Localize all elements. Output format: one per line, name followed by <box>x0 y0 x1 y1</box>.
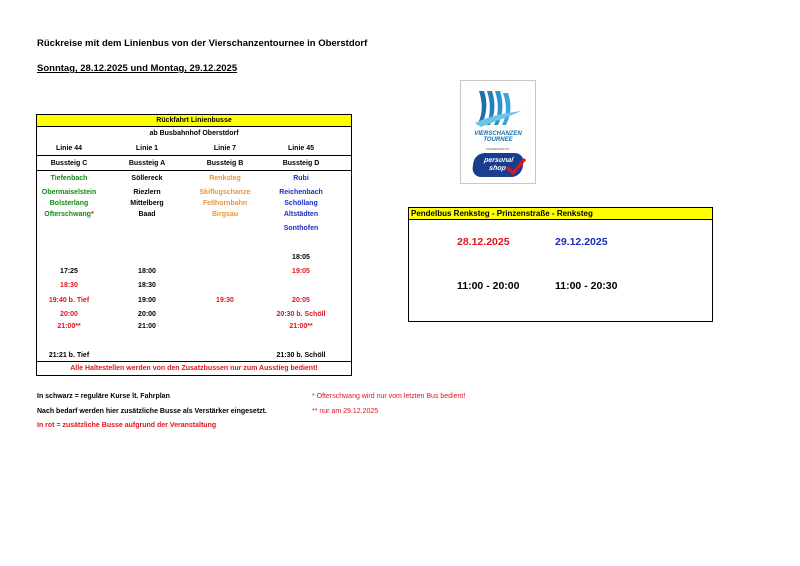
sponsor-line1: personal <box>483 157 514 164</box>
via-stop: Obermaiselstein <box>41 189 97 196</box>
pendelbus-date-1: 28.12.2025 <box>457 236 510 248</box>
destination: Rubi <box>293 175 309 182</box>
vierschanzentournee-logo <box>460 80 536 184</box>
note-legend-red: In rot = zusätzliche Busse aufgrund der Veranstaltung <box>37 422 217 429</box>
via-stop: Schöllang <box>284 200 318 207</box>
timetable-origin: ab Busbahnhof Oberstdorf <box>149 130 239 137</box>
via-stop: Sonthofen <box>283 225 319 232</box>
departure-time: 19:30 <box>216 297 234 304</box>
via-stop: Fellhornbahn <box>202 200 248 207</box>
departure-time: 21:00 <box>138 323 156 330</box>
checkmark-icon <box>461 81 535 183</box>
stop-label: Bussteig D <box>282 160 320 167</box>
divider <box>37 170 351 171</box>
note-only-29: ** nur am 29.12.2025 <box>312 408 379 415</box>
departure-time: 20:00 <box>60 311 78 318</box>
via-stop: Skiflugschanze <box>199 189 251 196</box>
divider <box>37 361 351 362</box>
stop-label: Bussteig C <box>50 160 88 167</box>
destination: Söllereck <box>131 175 163 182</box>
pendelbus-box <box>408 207 713 322</box>
departure-time: 18:00 <box>138 268 156 275</box>
departure-time: 19:05 <box>292 268 310 275</box>
departure-time: 21:30 b. Schöll <box>276 352 326 359</box>
logo-name-line1: VIERSCHANZEN <box>474 131 522 137</box>
departure-time: 17:25 <box>60 268 78 275</box>
divider <box>37 155 351 156</box>
departure-time: 18:30 <box>138 282 156 289</box>
via-stop: Ofterschwang* <box>44 211 94 218</box>
footnote-marker: * <box>90 211 94 218</box>
departure-time: 20:00 <box>138 311 156 318</box>
departure-time: 21:21 b. Tief <box>48 352 90 359</box>
stop-label: Bussteig B <box>206 160 244 167</box>
line-label: Linie 1 <box>135 145 159 152</box>
logo-presented-by: PRESENTED BY <box>486 147 510 151</box>
departure-time: 21:00** <box>289 323 313 330</box>
departure-time: 18:05 <box>292 254 310 261</box>
via-stop: Riezlern <box>133 189 161 196</box>
via-stop: Birgsau <box>211 211 239 218</box>
line-label: Linie 44 <box>55 145 83 152</box>
destination: Tiefenbach <box>50 175 88 182</box>
departure-time: 19:00 <box>138 297 156 304</box>
departure-time: 20:05 <box>292 297 310 304</box>
stop-label: Bussteig A <box>128 160 166 167</box>
pendelbus-header: Pendelbus Renksteg - Prinzenstraße - Renksteg <box>409 208 712 220</box>
via-stop: Mittelberg <box>130 200 164 207</box>
departure-time: 19:40 b. Tief <box>48 297 90 304</box>
departure-time: 18:30 <box>60 282 78 289</box>
via-stop: Altstädten <box>283 211 319 218</box>
line-label: Linie 7 <box>213 145 237 152</box>
timetable-header: Rückfahrt Linienbusse <box>37 115 351 127</box>
destination: Renksteg <box>209 175 241 182</box>
via-stop: Reichenbach <box>279 189 323 196</box>
page-title: Rückreise mit dem Linienbus von der Vierschanzentournee in Oberstdorf <box>37 38 368 49</box>
pendelbus-time-1: 11:00 - 20:00 <box>457 280 520 292</box>
pendelbus-time-2: 11:00 - 20:30 <box>555 280 618 292</box>
via-stop: Bolsterlang <box>49 200 89 207</box>
timetable-footer: Alle Haltestellen werden von den Zusatzbussen nur zum Ausstieg bedient! <box>70 365 318 372</box>
note-ofterschwang: * Ofterschwang wird nur vom letzten Bus bedient! <box>312 393 466 400</box>
line-label: Linie 45 <box>287 145 315 152</box>
pendelbus-date-2: 29.12.2025 <box>555 236 608 248</box>
note-legend-black: In schwarz = reguläre Kurse lt. Fahrplan <box>37 393 170 400</box>
departure-time: 20:30 b. Schöll <box>276 311 326 318</box>
logo-name-line2: TOURNEE <box>483 137 513 143</box>
via-stop: Baad <box>138 211 156 218</box>
page-subtitle: Sonntag, 28.12.2025 und Montag, 29.12.2025 <box>37 63 238 74</box>
note-extra-buses: Nach bedarf werden hier zusätzliche Busse als Verstärker eingesetzt. <box>37 408 267 415</box>
timetable <box>36 114 352 376</box>
departure-time: 21:00** <box>57 323 81 330</box>
sponsor-line2: shop <box>488 165 507 172</box>
